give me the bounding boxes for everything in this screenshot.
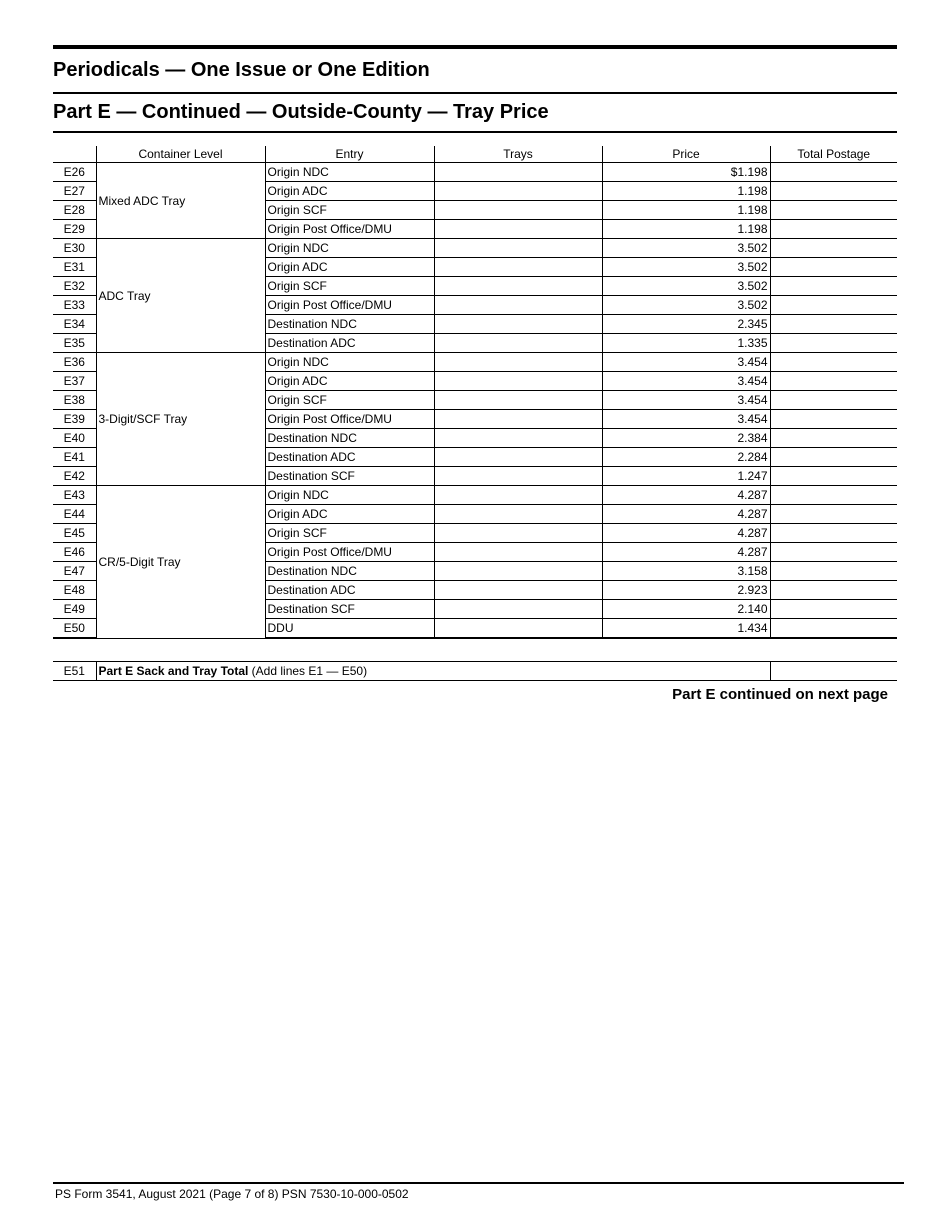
entry-cell: Destination NDC: [265, 429, 434, 448]
line-number: E47: [53, 562, 96, 581]
price-cell: 2.923: [602, 581, 770, 600]
entry-cell: DDU: [265, 619, 434, 639]
trays-input-cell[interactable]: [434, 619, 602, 639]
price-cell: $1.198: [602, 163, 770, 182]
trays-input-cell[interactable]: [434, 315, 602, 334]
trays-input-cell[interactable]: [434, 220, 602, 239]
total-label-bold: Part E Sack and Tray Total: [98, 664, 249, 678]
line-number: E41: [53, 448, 96, 467]
line-number: E32: [53, 277, 96, 296]
price-cell: 2.284: [602, 448, 770, 467]
line-number: E35: [53, 334, 96, 353]
trays-input-cell[interactable]: [434, 353, 602, 372]
price-cell: 3.502: [602, 258, 770, 277]
total-postage-input-cell[interactable]: [770, 315, 897, 334]
entry-cell: Destination ADC: [265, 334, 434, 353]
total-label: [96, 662, 770, 681]
trays-input-cell[interactable]: [434, 296, 602, 315]
line-number: E43: [53, 486, 96, 505]
entry-cell: Destination ADC: [265, 581, 434, 600]
price-cell: 3.158: [602, 562, 770, 581]
entry-cell: Destination SCF: [265, 600, 434, 619]
line-number: E37: [53, 372, 96, 391]
line-number: E50: [53, 619, 96, 639]
line-number: E44: [53, 505, 96, 524]
trays-input-cell[interactable]: [434, 600, 602, 619]
total-postage-input-cell[interactable]: [770, 201, 897, 220]
total-amount-field[interactable]: [770, 662, 897, 681]
total-postage-input-cell[interactable]: [770, 391, 897, 410]
total-postage-input-cell[interactable]: [770, 467, 897, 486]
entry-cell: Origin ADC: [265, 258, 434, 277]
total-postage-input-cell[interactable]: [770, 258, 897, 277]
entry-cell: Origin Post Office/DMU: [265, 220, 434, 239]
line-number: E29: [53, 220, 96, 239]
trays-input-cell[interactable]: [434, 239, 602, 258]
total-postage-input-cell[interactable]: [770, 296, 897, 315]
line-number: E28: [53, 201, 96, 220]
line-number: E33: [53, 296, 96, 315]
price-cell: 1.198: [602, 220, 770, 239]
entry-cell: Destination ADC: [265, 448, 434, 467]
line-number: E49: [53, 600, 96, 619]
trays-input-cell[interactable]: [434, 486, 602, 505]
total-postage-input-cell[interactable]: [770, 353, 897, 372]
table-row: [53, 353, 897, 372]
total-postage-input-cell[interactable]: [770, 372, 897, 391]
line-number: E34: [53, 315, 96, 334]
entry-cell: Origin ADC: [265, 505, 434, 524]
entry-cell: Origin Post Office/DMU: [265, 543, 434, 562]
trays-input-cell[interactable]: [434, 505, 602, 524]
entry-cell: Origin SCF: [265, 201, 434, 220]
total-postage-input-cell[interactable]: [770, 182, 897, 201]
section-rule: [53, 131, 897, 133]
total-postage-input-cell[interactable]: [770, 600, 897, 619]
line-number: E51: [63, 664, 85, 678]
price-cell: 2.384: [602, 429, 770, 448]
top-rule: [53, 45, 897, 49]
line-number: E30: [53, 239, 96, 258]
container-level: Mixed ADC Tray: [96, 163, 265, 239]
total-postage-input-cell[interactable]: [770, 220, 897, 239]
container-level: ADC Tray: [96, 239, 265, 353]
trays-input-cell[interactable]: [434, 467, 602, 486]
total-postage-input-cell[interactable]: [770, 334, 897, 353]
line-number: E26: [53, 163, 96, 182]
total-postage-input-cell[interactable]: [770, 505, 897, 524]
table-row: [53, 163, 897, 182]
total-postage-input-cell[interactable]: [770, 239, 897, 258]
line-number: E42: [53, 467, 96, 486]
line-number: E48: [53, 581, 96, 600]
trays-input-cell[interactable]: [434, 581, 602, 600]
trays-input-cell[interactable]: [434, 562, 602, 581]
price-cell: 1.247: [602, 467, 770, 486]
header-entry: Entry: [265, 146, 434, 163]
trays-input-cell[interactable]: [434, 543, 602, 562]
line-number: E40: [53, 429, 96, 448]
tray-price-table: [53, 146, 897, 639]
entry-cell: Origin NDC: [265, 353, 434, 372]
line-number: E45: [53, 524, 96, 543]
container-level: 3-Digit/SCF Tray: [96, 353, 265, 486]
trays-input-cell[interactable]: [434, 448, 602, 467]
continued-note: Part E continued on next page: [672, 686, 888, 703]
footer-rule: [53, 1182, 904, 1184]
trays-input-cell[interactable]: [434, 391, 602, 410]
entry-cell: Origin ADC: [265, 372, 434, 391]
entry-cell: Origin Post Office/DMU: [265, 410, 434, 429]
header-container-level: Container Level: [96, 146, 265, 163]
trays-input-cell[interactable]: [434, 163, 602, 182]
price-cell: 3.502: [602, 277, 770, 296]
header-price: Price: [602, 146, 770, 163]
total-postage-input-cell[interactable]: [770, 581, 897, 600]
trays-input-cell[interactable]: [434, 410, 602, 429]
line-number: E27: [53, 182, 96, 201]
price-cell: 3.502: [602, 296, 770, 315]
total-postage-input-cell[interactable]: [770, 448, 897, 467]
total-postage-input-cell[interactable]: [770, 163, 897, 182]
price-cell: 4.287: [602, 543, 770, 562]
header-line-number: [53, 146, 96, 163]
price-cell: 1.198: [602, 182, 770, 201]
entry-cell: Destination NDC: [265, 562, 434, 581]
price-cell: 2.345: [602, 315, 770, 334]
trays-input-cell[interactable]: [434, 372, 602, 391]
entry-cell: Destination NDC: [265, 315, 434, 334]
trays-input-cell[interactable]: [434, 258, 602, 277]
entry-cell: Origin NDC: [265, 486, 434, 505]
total-postage-input-cell[interactable]: [770, 562, 897, 581]
total-label-note: (Add lines E1 — E50): [248, 664, 368, 678]
total-postage-input-cell[interactable]: [770, 619, 897, 639]
total-postage-input-cell[interactable]: [770, 543, 897, 562]
title-rule: [53, 92, 897, 94]
price-cell: 2.140: [602, 600, 770, 619]
header-trays: Trays: [434, 146, 602, 163]
line-number: E31: [53, 258, 96, 277]
section-title: Part E — Continued — Outside-County — Tray Price: [53, 101, 549, 123]
price-cell: 4.287: [602, 486, 770, 505]
price-cell: 4.287: [602, 524, 770, 543]
price-cell: 4.287: [602, 505, 770, 524]
table-header-row: [53, 146, 897, 163]
price-cell: 3.454: [602, 372, 770, 391]
price-cell: 1.434: [602, 619, 770, 639]
header-total-postage: Total Postage: [770, 146, 897, 163]
trays-input-cell[interactable]: [434, 334, 602, 353]
total-row: [53, 662, 897, 681]
total-postage-input-cell[interactable]: [770, 277, 897, 296]
trays-input-cell[interactable]: [434, 277, 602, 296]
line-number: E36: [53, 353, 96, 372]
container-level: CR/5-Digit Tray: [96, 486, 265, 639]
total-postage-input-cell[interactable]: [770, 410, 897, 429]
entry-cell: Origin NDC: [265, 239, 434, 258]
entry-cell: Origin NDC: [265, 163, 434, 182]
trays-input-cell[interactable]: [434, 182, 602, 201]
table-row: [53, 239, 897, 258]
price-cell: 3.454: [602, 391, 770, 410]
trays-input-cell[interactable]: [434, 524, 602, 543]
entry-cell: Origin SCF: [265, 391, 434, 410]
table-row: [53, 486, 897, 505]
line-number: E39: [53, 410, 96, 429]
entry-cell: Origin ADC: [265, 182, 434, 201]
entry-cell: Origin SCF: [265, 524, 434, 543]
total-postage-input-cell[interactable]: [770, 429, 897, 448]
total-postage-input-cell[interactable]: [770, 524, 897, 543]
trays-input-cell[interactable]: [434, 429, 602, 448]
page-title: Periodicals — One Issue or One Edition: [53, 59, 430, 81]
price-cell: 1.335: [602, 334, 770, 353]
entry-cell: Destination SCF: [265, 467, 434, 486]
price-cell: 3.502: [602, 239, 770, 258]
form-footer: PS Form 3541, August 2021 (Page 7 of 8) PSN 7530-10-000-0502: [55, 1187, 409, 1201]
total-table: [53, 661, 897, 681]
line-number: E46: [53, 543, 96, 562]
total-postage-input-cell[interactable]: [770, 486, 897, 505]
price-cell: 3.454: [602, 353, 770, 372]
price-cell: 3.454: [602, 410, 770, 429]
entry-cell: Origin SCF: [265, 277, 434, 296]
line-number: E38: [53, 391, 96, 410]
price-cell: 1.198: [602, 201, 770, 220]
entry-cell: Origin Post Office/DMU: [265, 296, 434, 315]
trays-input-cell[interactable]: [434, 201, 602, 220]
